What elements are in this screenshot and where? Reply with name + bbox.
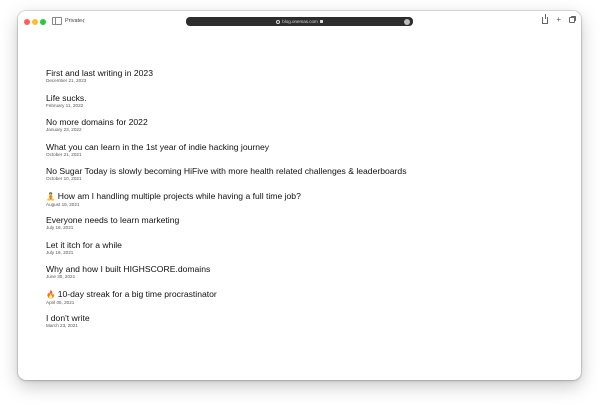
post-title-link[interactable]	[46, 264, 407, 274]
post-date: April 05, 2021	[46, 299, 75, 305]
fire-emoji-icon: 🔥	[46, 289, 56, 299]
post-title-link[interactable]	[46, 117, 407, 127]
post-date: October 10, 2021	[46, 176, 82, 181]
extension-icon[interactable]	[404, 19, 410, 25]
post-title-text: Everyone needs to learn marketing	[46, 215, 180, 225]
post-date: July 16, 2021	[46, 249, 74, 255]
post-item	[46, 313, 407, 338]
post-list	[46, 68, 407, 338]
sidebar-toggle-button[interactable]	[52, 17, 82, 25]
address-bar[interactable]	[186, 17, 413, 26]
post-title-text: No Sugar Today is slowly becoming HiFive with more health related challenges & leaderboards	[46, 166, 407, 176]
post-item	[46, 117, 407, 142]
tab-overview-icon[interactable]	[569, 17, 575, 23]
zoom-window-button[interactable]	[40, 19, 46, 25]
post-date: January 23, 2022	[46, 127, 82, 132]
post-title-link[interactable]	[46, 93, 407, 103]
post-title-text: What you can learn in the 1st year of indie hacking journey	[46, 141, 270, 152]
post-title-text: First and last writing in 2023	[46, 68, 153, 78]
post-title-text: Life sucks.	[46, 92, 87, 103]
post-title-text: 10-day streak for a big time procrastinator	[57, 288, 217, 299]
post-title-link[interactable]	[46, 313, 407, 323]
post-item	[46, 68, 407, 93]
post-item	[46, 215, 407, 240]
post-title-link[interactable]	[46, 289, 407, 300]
post-title-link[interactable]	[46, 166, 407, 176]
post-title-text: Why and how I built HIGHSCORE.domains	[46, 264, 211, 274]
post-item	[46, 166, 407, 191]
post-title-text: How am I handling multiple projects while having a full time job?	[57, 190, 301, 201]
meditation-emoji-icon: 🧘	[46, 191, 56, 201]
post-date: March 23, 2021	[46, 323, 78, 328]
share-icon[interactable]	[542, 17, 548, 24]
post-title-text: I don't write	[46, 313, 90, 323]
post-date: August 19, 2021	[46, 201, 80, 207]
post-item	[46, 142, 407, 167]
browser-toolbar	[18, 11, 581, 32]
globe-icon	[276, 20, 280, 24]
right-toolbar	[542, 16, 575, 24]
url-text: blog.onemas.com	[282, 19, 318, 24]
post-date: December 21, 2023	[46, 78, 87, 83]
post-date: July 16, 2021	[46, 225, 74, 230]
post-item	[46, 289, 407, 314]
post-item	[46, 191, 407, 216]
post-item	[46, 264, 407, 289]
post-title-link[interactable]	[46, 240, 407, 250]
back-button[interactable]	[82, 16, 85, 25]
post-date: February 11, 2022	[46, 102, 84, 108]
browser-window	[18, 11, 581, 380]
post-date: June 30, 2021	[46, 274, 76, 279]
post-title-link[interactable]	[46, 68, 407, 78]
post-title-text: No more domains for 2022	[46, 117, 148, 127]
chevron-left-icon: ‹	[82, 15, 85, 25]
post-title-link[interactable]	[46, 191, 407, 202]
post-title-text: Let it itch for a while	[46, 239, 122, 250]
post-item	[46, 93, 407, 118]
minimize-window-button[interactable]	[32, 19, 38, 25]
post-title-link[interactable]	[46, 142, 407, 152]
post-title-link[interactable]	[46, 215, 407, 225]
lock-icon	[320, 20, 323, 23]
new-tab-icon[interactable]: +	[556, 15, 561, 24]
post-date: October 21, 2021	[46, 151, 82, 157]
private-label: Private	[65, 18, 83, 24]
post-item	[46, 240, 407, 265]
close-window-button[interactable]	[24, 19, 30, 25]
sidebar-icon	[52, 17, 62, 25]
